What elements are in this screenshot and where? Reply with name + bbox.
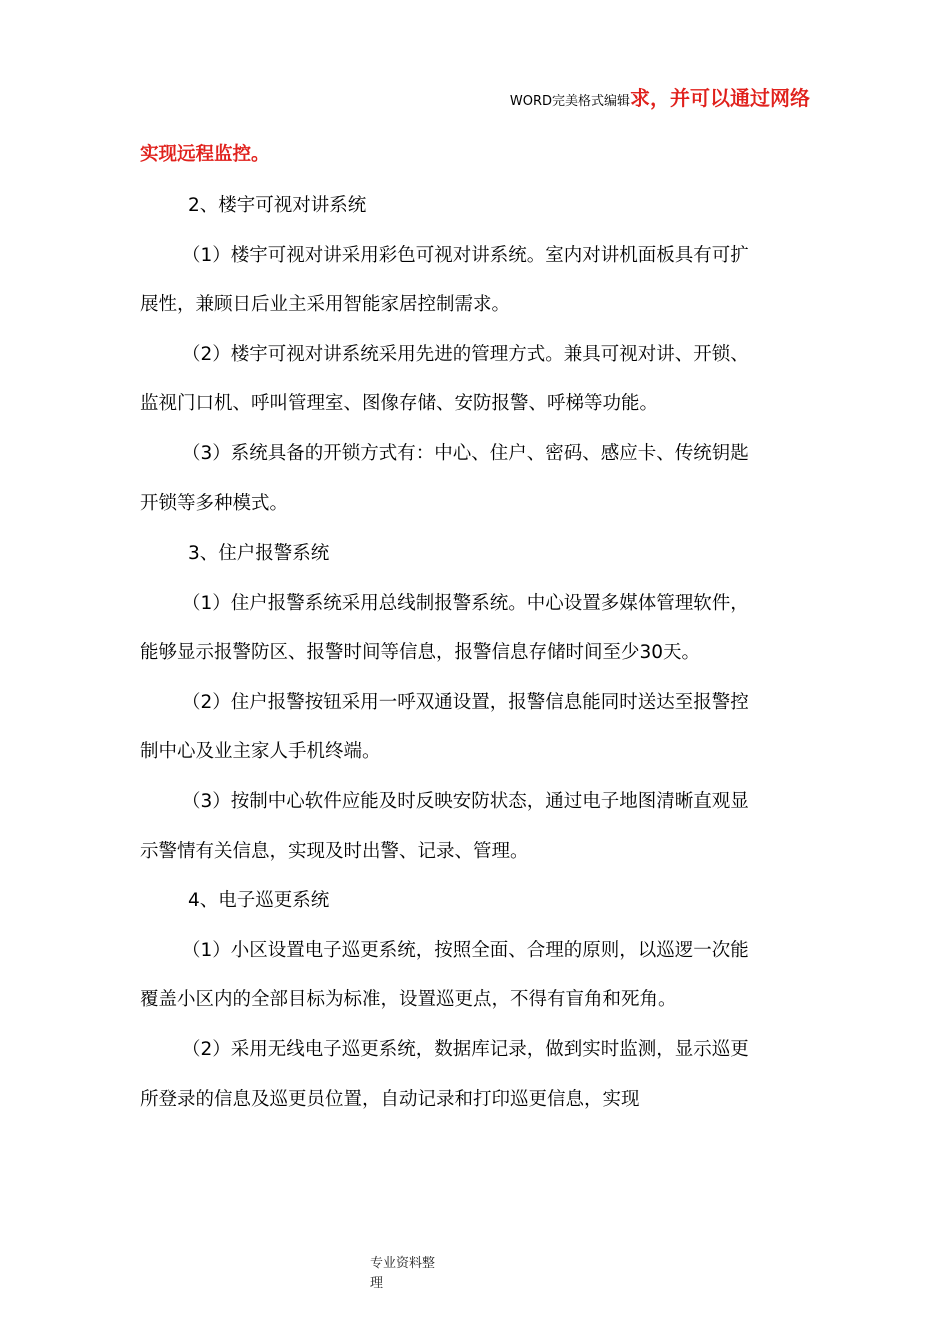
paragraph-line: （1）住户报警系统采用总线制报警系统。中心设置多媒体管理软件， bbox=[182, 593, 749, 614]
paragraph-line: 覆盖小区内的全部目标为标准，设置巡更点，不得有盲角和死角。 bbox=[140, 989, 677, 1010]
footer-line: 专业资料整 bbox=[370, 1256, 436, 1271]
header-format-label: WORD完美格式编辑 bbox=[509, 94, 630, 109]
paragraph-line: （1）小区设置电子巡更系统，按照全面、合理的原则，以巡逻一次能 bbox=[182, 940, 749, 961]
footer-line: 理 bbox=[370, 1276, 384, 1291]
paragraph-line: （3）按制中心软件应能及时反映安防状态，通过电子地图清晰直观显 bbox=[182, 791, 749, 812]
paragraph-line: 实现远程监控。 bbox=[140, 144, 270, 165]
paragraph-line: 制中心及业主家人手机终端。 bbox=[140, 741, 381, 762]
page-footer bbox=[370, 1254, 435, 1294]
paragraph-line: （3）系统具备的开锁方式有：中心、住户、密码、感应卡、传统钥匙 bbox=[182, 443, 749, 464]
paragraph-line: （2）住户报警按钮采用一呼双通设置，报警信息能同时送达至报警控 bbox=[182, 692, 749, 713]
section-heading: 2、楼宇可视对讲系统 bbox=[188, 195, 367, 216]
paragraph-line: （2）采用无线电子巡更系统，数据库记录，做到实时监测，显示巡更 bbox=[182, 1039, 749, 1060]
header-continuation-text: 求，并可以通过网络 bbox=[630, 86, 810, 110]
paragraph-line: 开锁等多种模式。 bbox=[140, 493, 289, 514]
paragraph-line: 监视门口机、呼叫管理室、图像存储、安防报警、呼梯等功能。 bbox=[140, 393, 659, 414]
paragraph-line: （2）楼宇可视对讲系统采用先进的管理方式。兼具可视对讲、开锁、 bbox=[182, 344, 749, 365]
paragraph-line: 所登录的信息及巡更员位置，自动记录和打印巡更信息，实现 bbox=[140, 1089, 640, 1110]
paragraph-line: 展性，兼顾日后业主采用智能家居控制需求。 bbox=[140, 294, 511, 315]
page-header bbox=[510, 84, 810, 116]
paragraph-line: 能够显示报警防区、报警时间等信息，报警信息存储时间至少30天。 bbox=[140, 642, 701, 663]
section-heading: 3、住户报警系统 bbox=[188, 543, 330, 564]
paragraph-line: （1）楼宇可视对讲采用彩色可视对讲系统。室内对讲机面板具有可扩 bbox=[182, 245, 749, 266]
section-heading: 4、电子巡更系统 bbox=[188, 890, 330, 911]
paragraph-line: 示警情有关信息，实现及时出警、记录、管理。 bbox=[140, 841, 529, 862]
